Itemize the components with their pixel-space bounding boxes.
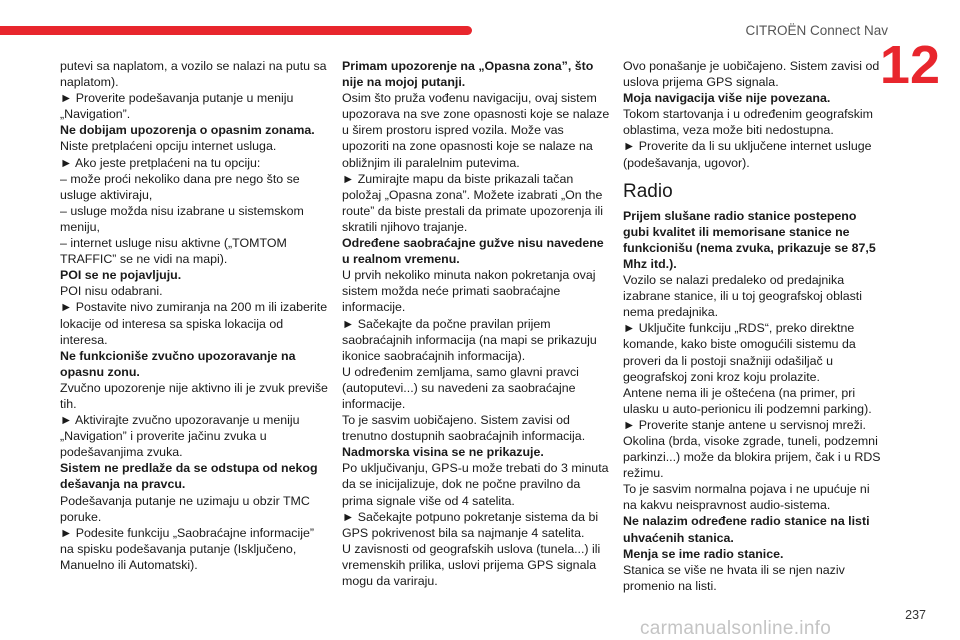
paragraph: Vozilo se nalazi predaleko od predajnika izabrane stanice, ili u toj geografskoj oblasti nema predajnika. [623, 273, 862, 320]
paragraph: U prvih nekoliko minuta nakon pokretanja ovaj sistem možda neće primati saobraćajne informacije. [342, 268, 596, 315]
paragraph: To je sasvim normalna pojava i ne upućuje ni na kakvu neispravnost audio-sistema. [623, 482, 870, 513]
question-heading: POI se ne pojavljuju. [60, 268, 182, 283]
paragraph: – internet usluge nisu aktivne („TOMTOM TRAFFIC” se ne vidi na mapi). [60, 236, 287, 267]
paragraph: ► Sačekajte potpuno pokretanje sistema da bi GPS pokrivenost bila sa najmanje 4 satelita. [342, 509, 599, 540]
radio-section-heading: Radio [623, 180, 673, 202]
paragraph: ► Postavite nivo zumiranja na 200 m ili izaberite lokacije od interesa sa spiska lokacija od interesa. [60, 300, 328, 347]
paragraph: ► Zumirajte mapu da biste prikazali tačan položaj „Opasna zona”. Možete izabrati „On the route” da biste prestali da primate upozorenja ili skratili njihovo trajanje. [342, 171, 604, 234]
paragraph: ► Proverite podešavanja putanje u meniju „Navigation”. [60, 91, 294, 122]
question-heading: Nadmorska visina se ne prikazuje. [342, 445, 544, 460]
paragraph: Niste pretplaćeni opciju internet usluga. [60, 139, 277, 154]
paragraph: U zavisnosti od geografskih uslova (tunela...) ili vremenskih prilika, uslovi prijema GPS signala mogu da variraju. [342, 541, 601, 588]
text-column-2 [342, 58, 610, 589]
question-heading: Ne dobijam upozorenja o opasnim zonama. [60, 123, 315, 138]
paragraph: POI nisu odabrani. [60, 284, 163, 299]
question-heading: Prijem slušane radio stanice postepeno gubi kvalitet ili memorisane stanice ne funkcionišu (nema zvuka, prikazuje se 87,5 Mhz itd.). [623, 208, 876, 271]
paragraph: ► Uključite funkciju „RDS“, preko direktne komande, kako biste omogućili sistemu da proveri da li postoji snažniji odašiljač u geografskoj zoni kroz koju prolazite. [623, 321, 856, 384]
paragraph: Tokom startovanja i u određenim geografskim oblastima, veza može biti nedostupna. [623, 107, 873, 138]
paragraph: ► Ako jeste pretplaćeni na tu opciju: [60, 155, 261, 170]
question-heading: Određene saobraćajne gužve nisu navedene u realnom vremenu. [342, 236, 604, 267]
paragraph: Antene nema ili je oštećena (na primer, pri ulasku u auto-perionicu ili podzemni parking). [623, 385, 872, 416]
watermark: carmanualsonline.info [640, 618, 832, 639]
paragraph: Podešavanja putanje ne uzimaju u obzir TMC poruke. [60, 493, 310, 524]
radio-section [623, 208, 885, 594]
question-heading: Ne nalazim određene radio stanice na listi uhvaćenih stanica. [623, 514, 870, 545]
text-column-1 [60, 58, 328, 573]
paragraph: Ovo ponašanje je uobičajeno. Sistem zavisi od uslova prijema GPS signala. [623, 59, 880, 90]
header-accent-bar [0, 26, 472, 35]
paragraph: U određenim zemljama, samo glavni pravci (autoputevi...) su navedeni za saobraćajne informacije. [342, 364, 579, 411]
paragraph: ► Proverite da li su uključene internet usluge (podešavanja, ugovor). [623, 139, 872, 170]
paragraph: ► Proverite stanje antene u servisnoj mreži. [623, 417, 866, 432]
paragraph: Okolina (brda, visoke zgrade, tuneli, podzemni parkinzi...) može da blokira prijem, čak i u RDS režimu. [623, 433, 881, 481]
paragraph: ► Aktivirajte zvučno upozoravanje u meniju „Navigation” i proverite jačinu zvuka u podešavanjima zvuka. [60, 413, 300, 460]
paragraph: To je sasvim uobičajeno. Sistem zavisi od trenutno dostupnih saobraćajnih informacija. [342, 413, 586, 444]
navigation-section-end [623, 58, 885, 171]
question-heading: Primam upozorenje na „Opasna zona”, što nije na mojoj putanji. [342, 59, 594, 90]
chapter-number: 12 [879, 35, 940, 95]
question-heading: Sistem ne predlaže da se odstupa od nekog dešavanja na pravcu. [60, 461, 318, 492]
text-column-3 [623, 58, 885, 594]
page-header-title: CITROËN Connect Nav [745, 23, 888, 38]
paragraph: Stanica se više ne hvata ili se njen naziv promenio na listi. [623, 562, 845, 593]
paragraph: putevi sa naplatom, a vozilo se nalazi na putu sa naplatom). [60, 59, 327, 90]
paragraph: ► Sačekajte da počne pravilan prijem saobraćajnih informacija (na mapi se prikazuju ikonice saobraćajnih informacija). [342, 316, 597, 363]
page-number: 237 [905, 608, 926, 622]
paragraph: Po uključivanju, GPS-u može trebati do 3 minuta da se inicijalizuje, dok ne počne pravilno da prima signale više od 4 satelita. [342, 461, 609, 508]
paragraph: Zvučno upozorenje nije aktivno ili je zvuk previše tih. [60, 380, 328, 411]
question-heading: Ne funkcioniše zvučno upozoravanje na opasnu zonu. [60, 348, 296, 379]
paragraph: Osim što pruža vođenu navigaciju, ovaj sistem upozorava na sve zone opasnosti koje se nalaze u širem prostoru ispred vozila. Može vas upozoriti na zone opasnosti koje se nalaze na obližnjim ili paralelnim putevima. [342, 91, 610, 170]
paragraph: – usluge možda nisu izabrane u sistemskom meniju, [60, 203, 304, 234]
question-heading: Menja se ime radio stanice. [623, 546, 784, 561]
paragraph: ► Podesite funkciju „Saobraćajne informacije” na spisku podešavanja putanje (Isključeno, Manuelno ili Automatski). [60, 525, 315, 572]
question-heading: Moja navigacija više nije povezana. [623, 91, 831, 106]
paragraph: – može proći nekoliko dana pre nego što se usluge aktiviraju, [60, 171, 300, 202]
